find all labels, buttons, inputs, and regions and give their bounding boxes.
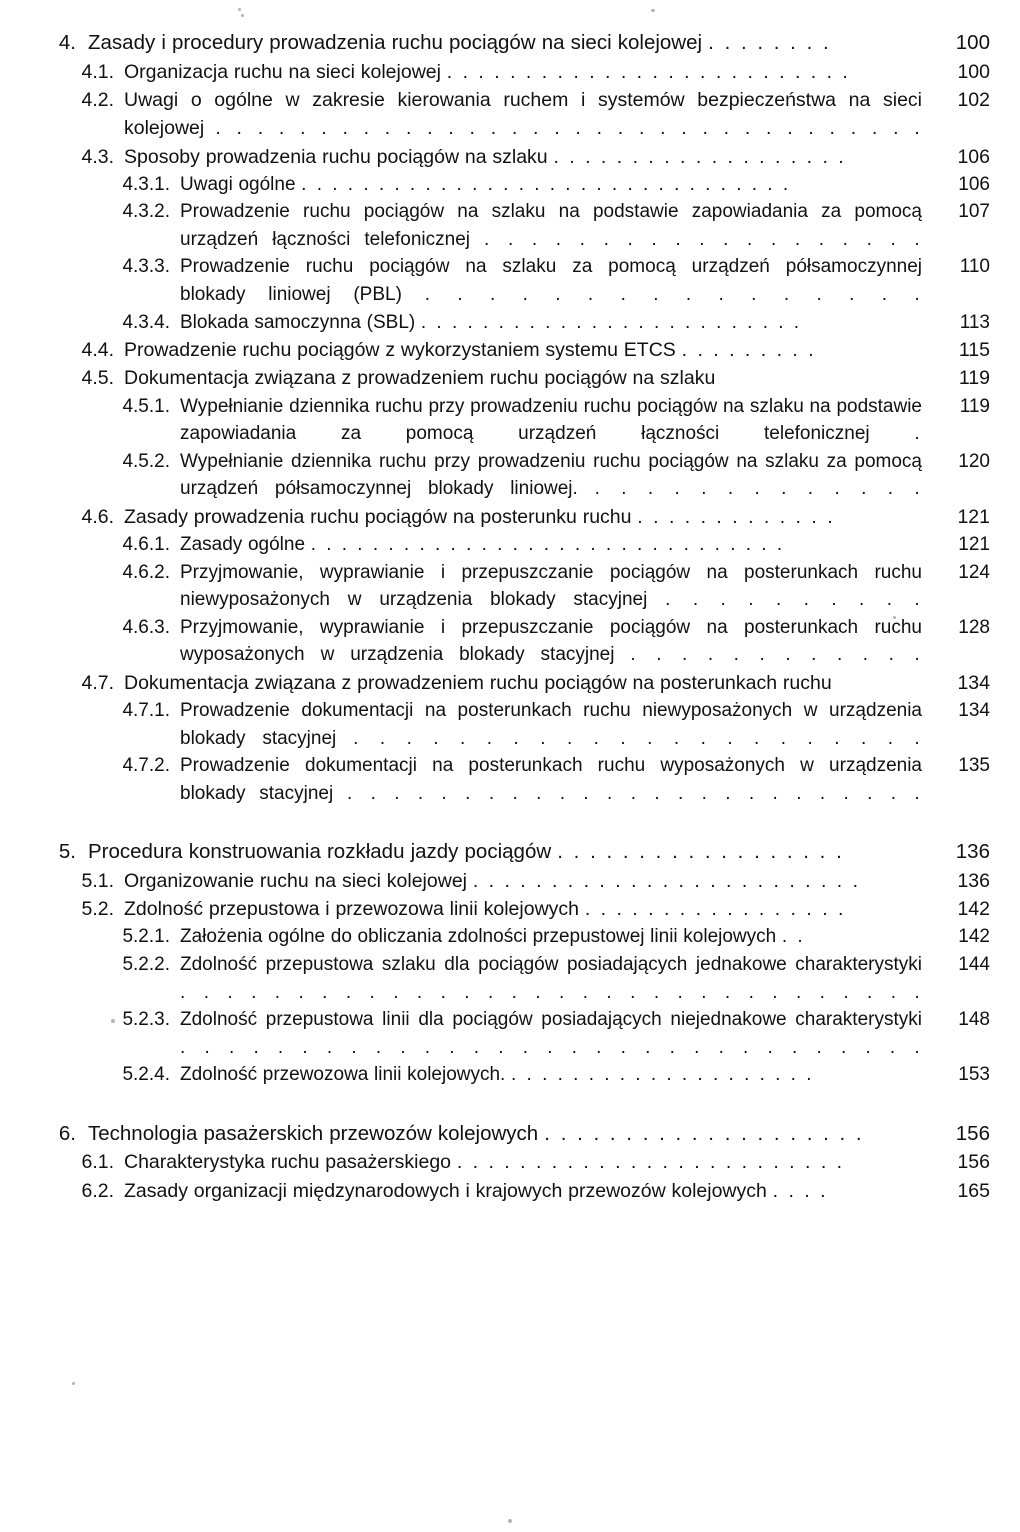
toc-entry[interactable] bbox=[30, 531, 990, 559]
toc-entry-title: Organizacja ruchu na sieci kolejowej . . . . . . . . . . . . . . . . . . . . . . . . . . bbox=[124, 60, 851, 83]
toc-entry-number: 6.1. bbox=[81, 1151, 114, 1174]
toc-entry-title: Dokumentacja związana z prowadzeniem ruchu pociągów na posterunkach ruchu bbox=[124, 671, 832, 694]
toc-entry[interactable] bbox=[30, 143, 990, 171]
toc-page-number: 136 bbox=[957, 869, 990, 892]
toc-entry-title-wrap bbox=[124, 1177, 926, 1205]
toc-entry-number: 5.2.4. bbox=[122, 1064, 170, 1086]
toc-page-number: 153 bbox=[958, 1064, 990, 1086]
toc-page-number: 115 bbox=[958, 339, 990, 362]
toc-entry[interactable] bbox=[30, 28, 990, 58]
toc-page-number: 121 bbox=[957, 505, 990, 528]
toc-entry[interactable] bbox=[30, 253, 990, 308]
toc-entry[interactable] bbox=[30, 867, 990, 895]
toc-entry-title: Zasady ogólne . . . . . . . . . . . . . . . . . . . . . . . . . . . . . . . bbox=[180, 534, 785, 556]
toc-entry-number: 4.5.1. bbox=[122, 395, 170, 417]
toc-page-number: 156 bbox=[955, 1121, 990, 1145]
toc-entry-number: 5.2.2. bbox=[122, 954, 170, 976]
toc-entry-title-wrap bbox=[124, 895, 926, 923]
toc-leader-dots: . . bbox=[781, 926, 806, 948]
toc-entry-number: 4.3. bbox=[81, 145, 114, 168]
toc-entry-number: 4. bbox=[58, 31, 76, 54]
toc-entry-title-wrap bbox=[180, 697, 926, 752]
toc-leader-dots: . . . . . . . . . . . . . . . . . . . bbox=[484, 228, 922, 250]
toc-entry-title-wrap bbox=[180, 752, 926, 807]
toc-leader-dots: . . . . . . . . . . . . . . . . . . . . bbox=[544, 1121, 864, 1145]
toc-page-number: 135 bbox=[958, 755, 990, 777]
toc-entry-number: 5.2.3. bbox=[122, 1009, 170, 1031]
toc-page-number: 148 bbox=[958, 1009, 990, 1031]
toc-leader-dots: . . . . . . . . . . . . . . . . . . . . . . . . . . . . . . . bbox=[180, 1036, 922, 1058]
toc-entry-title: Założenia ogólne do obliczania zdolności przepustowej linii kolejowych . . bbox=[180, 926, 806, 948]
toc-leader-dots: . . . . . . . . . . . . . . . . . . . . . . . . . . . . . . . bbox=[310, 534, 785, 556]
toc-page-number: 119 bbox=[959, 395, 990, 417]
toc-entry[interactable] bbox=[30, 559, 990, 614]
toc-entry-title: Charakterystyka ruchu pasażerskiego . . . . . . . . . . . . . . . . . . . . . . . . . bbox=[124, 1151, 845, 1174]
toc-entry-number: 4.7.2. bbox=[122, 755, 170, 777]
toc-entry-title: Uwagi ogólne . . . . . . . . . . . . . . . . . . . . . . . . . . . . . . . . bbox=[180, 173, 791, 195]
toc-entry-title-wrap bbox=[88, 28, 926, 58]
toc-entry-title-wrap bbox=[124, 867, 926, 895]
toc-entry[interactable] bbox=[30, 309, 990, 337]
toc-entry[interactable] bbox=[30, 393, 990, 448]
scan-speck bbox=[238, 8, 241, 11]
toc-entry[interactable] bbox=[30, 837, 990, 867]
toc-entry-title-wrap bbox=[180, 951, 926, 1006]
toc-entry-title-wrap bbox=[124, 86, 926, 143]
toc-entry-title: Procedura konstruowania rozkładu jazdy pociągów . . . . . . . . . . . . . . . . . . bbox=[88, 840, 845, 864]
toc-leader-dots: . . . . . . . . . . . . . . . . . . . . . . . . . bbox=[472, 869, 861, 892]
toc-entry-title-wrap bbox=[180, 171, 926, 199]
toc-entry-number: 4.2. bbox=[81, 88, 114, 111]
toc-entry[interactable] bbox=[30, 614, 990, 669]
toc-entry-number: 4.3.3. bbox=[122, 256, 170, 278]
toc-entry-title: Zdolność przepustowa i przewozowa linii kolejowych . . . . . . . . . . . . . . . . . bbox=[124, 898, 846, 921]
toc-entry-title: Zdolność przewozowa linii kolejowych. . . . . . . . . . . . . . . . . . . . . bbox=[180, 1064, 814, 1086]
toc-entry[interactable] bbox=[30, 171, 990, 199]
toc-entry-number: 5. bbox=[58, 840, 76, 864]
toc-leader-dots: . . . . bbox=[772, 1179, 828, 1202]
toc-entry-title: Przyjmowanie, wyprawianie i przepuszczanie pociągów na posterunkach ruchu niewyposażonych w urządzenia blokady stacyjnej . . . . . . . . . . bbox=[180, 561, 922, 611]
toc-leader-dots: . . . . . . . . . . . . . . . . . . . . . . . . . bbox=[420, 311, 802, 333]
toc-entry-number: 5.2. bbox=[81, 898, 114, 921]
toc-leader-dots: . . . . . . . . bbox=[708, 31, 831, 54]
toc-entry[interactable] bbox=[30, 669, 990, 697]
toc-entry-title: Technologia pasażerskich przewozów kolejowych . . . . . . . . . . . . . . . . . . . . bbox=[88, 1121, 864, 1145]
toc-entry-title-wrap bbox=[180, 393, 926, 448]
toc-leader-dots: . . . . . . . . . bbox=[681, 339, 816, 362]
toc-entry-number: 4.5. bbox=[81, 367, 114, 390]
toc-leader-dots: . . . . . . . . . . . . . . . . . . . bbox=[553, 145, 847, 168]
toc-entry-title: Uwagi o ogólne w zakresie kierowania ruchem i systemów bezpieczeństwa na sieci kolejowej . . . . . . . . . . . . . . . . . . . . . . . . . . . . . . . . . . bbox=[124, 88, 922, 140]
toc-entry-number: 5.1. bbox=[81, 869, 114, 892]
toc-entry-title-wrap bbox=[180, 198, 926, 253]
toc-entry-number: 4.7.1. bbox=[122, 700, 170, 722]
toc-entry-title-wrap bbox=[124, 503, 926, 531]
toc-entry[interactable] bbox=[30, 198, 990, 253]
toc-entry-title-wrap bbox=[180, 448, 926, 503]
scan-speck bbox=[651, 9, 655, 12]
toc-entry-title: Przyjmowanie, wyprawianie i przepuszczanie pociągów na posterunkach ruchu wyposażonych w urządzenia blokady stacyjnej . . . . . . . . . . . . bbox=[180, 616, 922, 666]
toc-page-number: 128 bbox=[958, 616, 990, 638]
section-spacer bbox=[30, 1089, 990, 1119]
toc-entry-title-wrap bbox=[124, 143, 926, 171]
toc-entry-title: Organizowanie ruchu na sieci kolejowej . . . . . . . . . . . . . . . . . . . . . . . . . bbox=[124, 869, 861, 892]
toc-page-number: 142 bbox=[958, 926, 990, 948]
toc-entry[interactable] bbox=[30, 448, 990, 503]
toc-page-number: 119 bbox=[958, 367, 990, 390]
toc-entry-number: 4.5.2. bbox=[122, 450, 170, 472]
toc-entry-title-wrap bbox=[124, 336, 926, 364]
toc-leader-dots: . . . . . . . . . . . . . . . . . . . . . . . . . . bbox=[446, 60, 851, 83]
toc-entry-number: 4.3.1. bbox=[122, 173, 170, 195]
toc-entry-number: 4.6. bbox=[81, 505, 114, 528]
toc-page-number: 124 bbox=[958, 561, 990, 583]
toc-entry[interactable] bbox=[30, 697, 990, 752]
toc-entry[interactable] bbox=[30, 1061, 990, 1089]
toc-entry-number: 5.2.1. bbox=[122, 926, 170, 948]
toc-leader-dots: . . . . . . . . . . . . . . . . . . . . bbox=[511, 1064, 814, 1086]
toc-entry-title: Prowadzenie ruchu pociągów na szlaku na podstawie zapowiadania za pomocą urządzeń łączności telefonicznej . . . . . . . . . . . . . . . . . . . bbox=[180, 201, 922, 250]
toc-leader-dots: . bbox=[914, 423, 922, 445]
toc-entry-title-wrap bbox=[180, 923, 926, 951]
toc-entry-title-wrap bbox=[180, 559, 926, 614]
toc-entry[interactable] bbox=[30, 752, 990, 807]
toc-entry-title: Zdolność przepustowa linii dla pociągów posiadających niejednakowe charakterystyki . . . . . . . . . . . . . . . . . . . . . . . . . . . . . . . bbox=[180, 1009, 922, 1058]
toc-page-number: 134 bbox=[957, 671, 990, 694]
toc-entry-title: Zasady prowadzenia ruchu pociągów na posterunku ruchu . . . . . . . . . . . . . bbox=[124, 505, 835, 528]
toc-entry-title-wrap bbox=[124, 58, 926, 86]
toc-entry-title-wrap bbox=[124, 669, 926, 697]
toc-entry-title: Blokada samoczynna (SBL) . . . . . . . . . . . . . . . . . . . . . . . . . bbox=[180, 311, 802, 333]
toc-entry[interactable] bbox=[30, 1119, 990, 1149]
toc-entry-title: Prowadzenie dokumentacji na posterunkach ruchu niewyposażonych w urządzenia blokady stacyjnej . . . . . . . . . . . . . . . . . . . . . . bbox=[180, 700, 923, 749]
toc-page-number: 100 bbox=[955, 31, 990, 54]
toc-leader-dots: . . . . . . . . . . . . . . . . . . . . . . . . . . . . . . . . . . bbox=[215, 117, 922, 140]
toc-leader-dots: . . . . . . . . . . . . . . . . . . bbox=[557, 840, 845, 864]
toc-entry-title: Wypełnianie dziennika ruchu przy prowadzeniu ruchu pociągów na szlaku na podstawie zapowiadania za pomocą urządzeń łączności telefonicznej . bbox=[180, 395, 922, 445]
toc-page-number: 110 bbox=[959, 256, 990, 278]
toc-entry-number: 6. bbox=[58, 1121, 76, 1145]
scan-speck bbox=[241, 14, 244, 17]
scan-speck bbox=[111, 1019, 115, 1023]
toc-entry-title: Zasady organizacji międzynarodowych i krajowych przewozów kolejowych . . . . bbox=[124, 1179, 828, 1202]
toc-page-number: 120 bbox=[958, 450, 990, 472]
scan-speck bbox=[72, 1382, 75, 1385]
toc-entry-title-wrap bbox=[124, 1148, 926, 1176]
toc-page-number: 100 bbox=[957, 60, 990, 83]
toc-leader-dots: . . . . . . . . . . . . . . . . . . . . . . . . . . . . . . . . bbox=[301, 173, 791, 195]
toc-entry-number: 4.1. bbox=[81, 60, 114, 83]
toc-entry-title: Sposoby prowadzenia ruchu pociągów na szlaku . . . . . . . . . . . . . . . . . . . bbox=[124, 145, 847, 168]
toc-leader-dots: . . . . . . . . . . . . . . . . . . . . . . . . . bbox=[346, 782, 923, 804]
toc-leader-dots: . . . . . . . . . . . . bbox=[630, 644, 922, 666]
toc-entry-title-wrap bbox=[180, 614, 926, 669]
toc-entry[interactable] bbox=[30, 1148, 990, 1176]
toc-entry-title: Dokumentacja związana z prowadzeniem ruchu pociągów na szlaku bbox=[124, 367, 716, 390]
toc-leader-dots: . . . . . . . . . . . . . . . . . . . . . . . . . bbox=[456, 1151, 845, 1174]
toc-entry-title: Zasady i procedury prowadzenia ruchu pociągów na sieci kolejowej . . . . . . . . bbox=[88, 31, 831, 54]
toc-page-number: 106 bbox=[957, 145, 990, 168]
toc-entry[interactable] bbox=[30, 86, 990, 143]
toc-entry-title-wrap bbox=[88, 837, 926, 867]
toc-page-number: 156 bbox=[957, 1151, 990, 1174]
toc-entry-number: 4.6.3. bbox=[122, 616, 170, 638]
toc-entry[interactable] bbox=[30, 58, 990, 86]
toc-leader-dots: . . . . . . . . . . . . . bbox=[637, 505, 835, 528]
section-spacer bbox=[30, 807, 990, 837]
toc-entry-title: Prowadzenie dokumentacji na posterunkach ruchu wyposażonych w urządzenia blokady stacyjnej . . . . . . . . . . . . . . . . . . . . . . . . . bbox=[180, 755, 923, 804]
toc-page-number: 107 bbox=[958, 201, 990, 223]
toc-entry-title-wrap bbox=[180, 253, 926, 308]
toc-entry-title: Prowadzenie ruchu pociągów na szlaku za pomocą urządzeń półsamoczynnej blokady liniowej (PBL) . . . . . . . . . . . . . . . . bbox=[180, 256, 922, 305]
toc-page-number: 121 bbox=[958, 534, 990, 556]
toc-leader-dots: . . . . . . . . . . . . . . . . . . . . . . bbox=[353, 727, 923, 749]
toc-page-number: 134 bbox=[958, 700, 990, 722]
toc-entry[interactable] bbox=[30, 336, 990, 364]
toc-entry-title: Zdolność przepustowa szlaku dla pociągów posiadających jednakowe charakterystyki . . . . . . . . . . . . . . . . . . . . . . . . . . . . . . . . bbox=[180, 954, 922, 1003]
toc-entry-title: Wypełnianie dziennika ruchu przy prowadzeniu ruchu pociągów na szlaku za pomocą urządzeń półsamoczynnej blokady liniowej. . . . . . . . . . . . . . bbox=[180, 450, 923, 500]
toc-entry-number: 4.3.4. bbox=[122, 311, 170, 333]
toc-leader-dots: . . . . . . . . . . . . . bbox=[594, 478, 923, 500]
toc-entry-number: 4.6.1. bbox=[122, 534, 170, 556]
toc-entry-title-wrap bbox=[180, 531, 926, 559]
table-of-contents bbox=[30, 28, 990, 1205]
toc-entry-title-wrap bbox=[180, 1061, 926, 1089]
toc-leader-dots: . . . . . . . . . . . . . . . . . . . . . . . . . . . . . . . . bbox=[180, 981, 922, 1003]
toc-page-number: 102 bbox=[957, 88, 990, 111]
toc-page-number: 106 bbox=[958, 173, 990, 195]
toc-entry-title-wrap bbox=[88, 1119, 926, 1149]
toc-leader-dots: . . . . . . . . . . . . . . . . . bbox=[584, 898, 846, 921]
toc-entry-number: 6.2. bbox=[81, 1179, 114, 1202]
toc-entry[interactable] bbox=[30, 1006, 990, 1061]
toc-entry[interactable] bbox=[30, 895, 990, 923]
toc-entry[interactable] bbox=[30, 364, 990, 392]
toc-page-number: 136 bbox=[955, 840, 990, 864]
toc-page-number: 142 bbox=[957, 898, 990, 921]
toc-entry-title: Prowadzenie ruchu pociągów z wykorzystaniem systemu ETCS . . . . . . . . . bbox=[124, 339, 816, 362]
toc-entry-title-wrap bbox=[180, 1006, 926, 1061]
toc-entry-number: 4.4. bbox=[81, 339, 114, 362]
toc-page-number: 113 bbox=[959, 311, 990, 333]
toc-entry[interactable] bbox=[30, 951, 990, 1006]
toc-entry-number: 4.6.2. bbox=[122, 561, 170, 583]
toc-entry-title-wrap bbox=[124, 364, 926, 392]
toc-entry[interactable] bbox=[30, 923, 990, 951]
toc-page-number: 144 bbox=[958, 954, 990, 976]
toc-entry-number: 4.7. bbox=[81, 671, 114, 694]
toc-entry-title-wrap bbox=[180, 309, 926, 337]
toc-leader-dots: . . . . . . . . . . . . . . . . bbox=[424, 283, 922, 305]
toc-leader-dots: . . . . . . . . . . bbox=[665, 589, 922, 611]
toc-page-number: 165 bbox=[957, 1179, 990, 1202]
toc-entry-number: 4.3.2. bbox=[122, 201, 170, 223]
scan-speck bbox=[508, 1519, 512, 1523]
toc-entry[interactable] bbox=[30, 1177, 990, 1205]
toc-entry[interactable] bbox=[30, 503, 990, 531]
